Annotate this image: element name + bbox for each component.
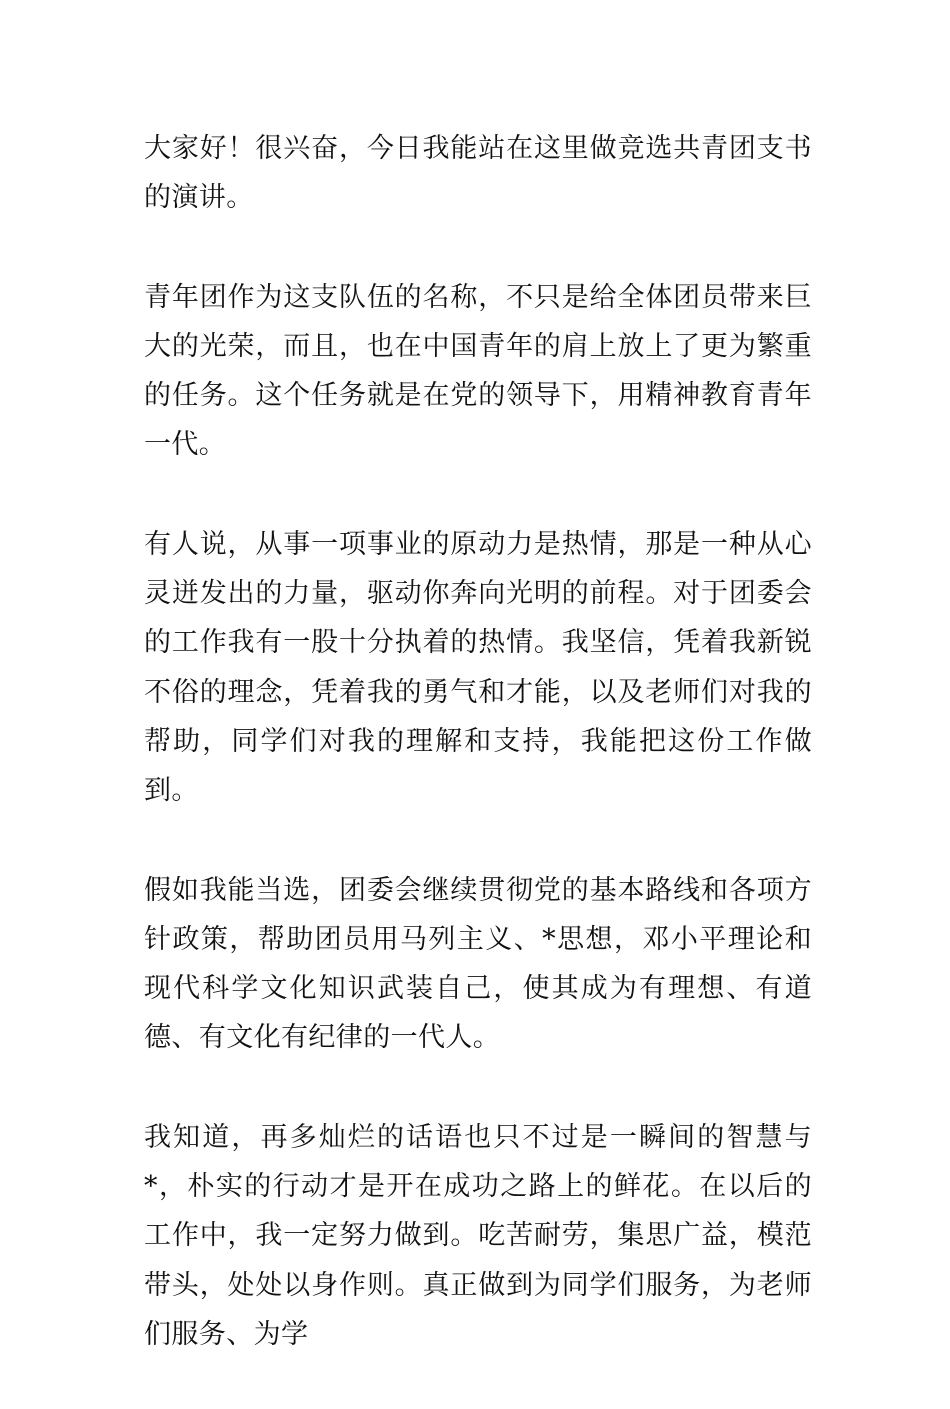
paragraph-if-elected: 假如我能当选，团委会继续贯彻党的基本路线和各项方针政策，帮助团员用马列主义、*思想，邓小平理论和现代科学文化知识武装自己，使其成为有理想、有道德、有文化有纪律的一代人。 <box>144 874 812 1054</box>
paragraph-passion: 有人说，从事一项事业的原动力是热情，那是一种从心灵迸发出的力量，驱动你奔向光明的前程。对于团委会的工作我有一股十分执着的热情。我坚信，凭着我新锐不俗的理念，凭着我的勇气和才能，以及老师们对我的帮助，同学们对我的理解和支持，我能把这份工作做到。 <box>144 528 812 807</box>
paragraph-greeting: 大家好！很兴奋，今日我能站在这里做竞选共青团支书的演讲。 <box>144 133 812 214</box>
paragraph-league-mission: 青年团作为这支队伍的名称，不只是给全体团员带来巨大的光荣，而且，也在中国青年的肩上放上了更为繁重的任务。这个任务就是在党的领导下，用精神教育青年一代。 <box>144 281 812 461</box>
paragraph-commitment: 我知道，再多灿烂的话语也只不过是一瞬间的智慧与*，朴实的行动才是开在成功之路上的鲜花。在以后的工作中，我一定努力做到。吃苦耐劳，集思广益，模范带头，处处以身作则。真正做到为同学们服务，为老师们服务、为学 <box>144 1121 812 1350</box>
document-body <box>144 124 812 1409</box>
